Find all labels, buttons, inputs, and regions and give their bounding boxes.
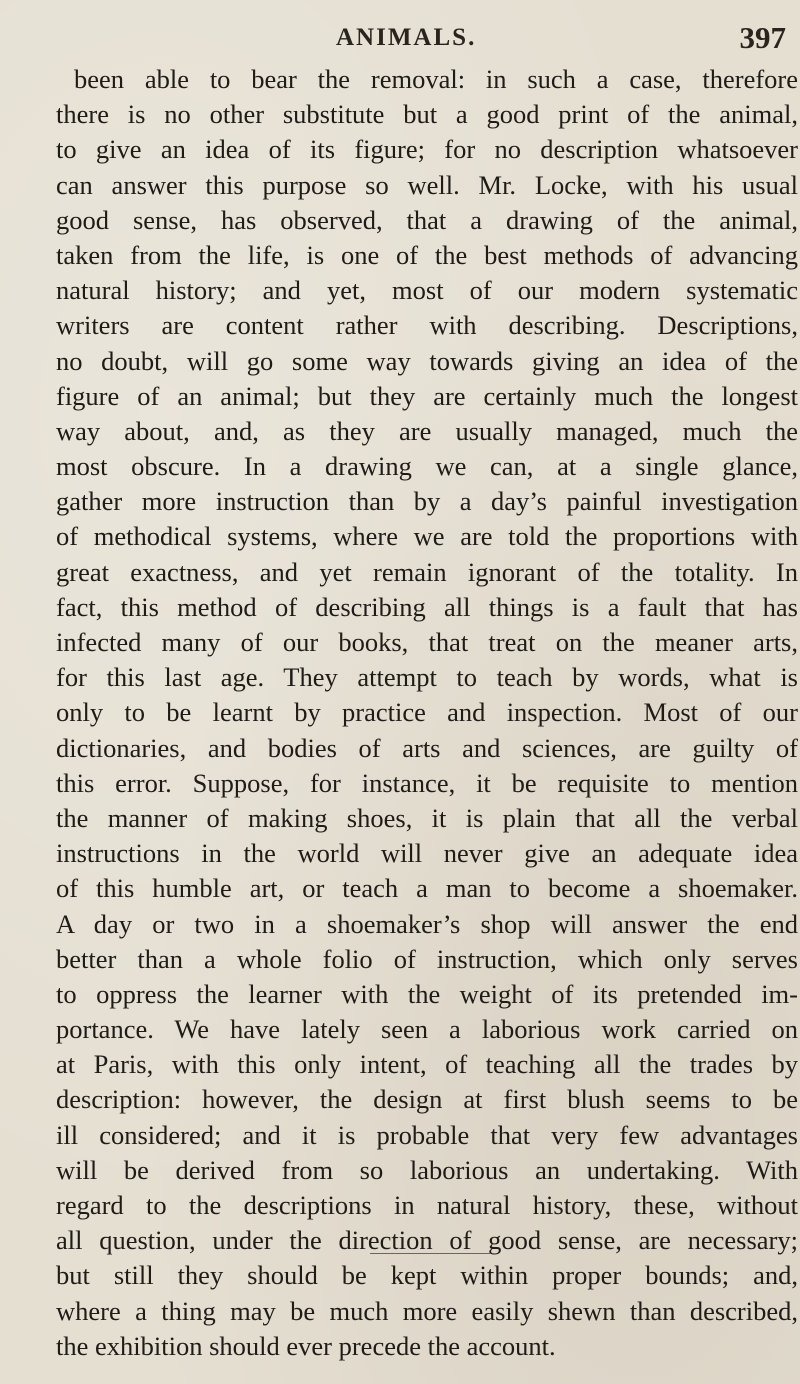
running-head bbox=[0, 20, 800, 54]
text-line: gather more instruction than by a day’s painful investigation bbox=[56, 486, 798, 517]
body-text bbox=[56, 62, 798, 1364]
text-line: ill considered; and it is probable that very few advantages bbox=[56, 1119, 798, 1150]
text-line: can answer this purpose so well. Mr. Locke, with his usual bbox=[56, 169, 798, 200]
text-line: good sense, has observed, that a drawing of the animal, bbox=[56, 204, 798, 235]
text-line: there is no other substitute but a good print of the animal, bbox=[56, 99, 798, 130]
text-line: only to be learnt by practice and inspection. Most of our bbox=[56, 697, 798, 728]
text-line: the manner of making shoes, it is plain that all the verbal bbox=[56, 802, 798, 833]
text-line: the exhibition should ever precede the account. bbox=[56, 1330, 556, 1361]
text-line: natural history; and yet, most of our modern systematic bbox=[56, 275, 798, 306]
text-line: description: however, the design at first blush seems to be bbox=[56, 1084, 798, 1115]
section-divider bbox=[370, 1253, 490, 1254]
text-line: for this last age. They attempt to teach by words, what is bbox=[56, 662, 798, 693]
text-line: figure of an animal; but they are certainly much the longest bbox=[56, 380, 798, 411]
text-line: where a thing may be much more easily shewn than described, bbox=[56, 1295, 798, 1326]
text-line: dictionaries, and bodies of arts and sciences, are guilty of bbox=[56, 732, 798, 763]
text-line: to give an idea of its figure; for no description whatsoever bbox=[56, 134, 798, 165]
text-line: at Paris, with this only intent, of teaching all the trades by bbox=[56, 1049, 798, 1080]
text-line: to oppress the learner with the weight of its pretended im- bbox=[56, 978, 798, 1009]
text-line: will be derived from so laborious an undertaking. With bbox=[56, 1154, 798, 1185]
text-line: fact, this method of describing all things is a fault that has bbox=[56, 591, 798, 622]
text-line: instructions in the world will never give an adequate idea bbox=[56, 838, 798, 869]
text-line: but still they should be kept within proper bounds; and, bbox=[56, 1260, 798, 1291]
text-line: better than a whole folio of instruction, which only serves bbox=[56, 943, 798, 974]
text-line: been able to bear the removal: in such a case, therefore bbox=[74, 64, 798, 94]
text-line: infected many of our books, that treat on the meaner arts, bbox=[56, 627, 798, 657]
text-line: writers are content rather with describing. Descriptions, bbox=[56, 310, 798, 341]
text-line: great exactness, and yet remain ignorant of the totality. In bbox=[56, 556, 798, 587]
text-line: all question, under the direction of good sense, are necessary; bbox=[56, 1225, 798, 1256]
text-line: taken from the life, is one of the best methods of advancing bbox=[56, 239, 798, 270]
page-number: 397 bbox=[739, 20, 786, 55]
text-line: this error. Suppose, for instance, it be requisite to mention bbox=[56, 767, 798, 798]
text-line: of this humble art, or teach a man to become a shoemaker. bbox=[56, 873, 798, 904]
text-line: regard to the descriptions in natural history, these, without bbox=[56, 1190, 798, 1220]
text-line: A day or two in a shoemaker’s shop will answer the end bbox=[56, 908, 798, 939]
running-title: ANIMALS. bbox=[336, 24, 477, 51]
text-line: of methodical systems, where we are told the proportions with bbox=[56, 521, 798, 552]
text-line: no doubt, will go some way towards giving an idea of the bbox=[56, 345, 798, 376]
text-line: way about, and, as they are usually managed, much the bbox=[56, 415, 798, 446]
text-line: most obscure. In a drawing we can, at a single glance, bbox=[56, 451, 798, 482]
text-line: portance. We have lately seen a laborious work carried on bbox=[56, 1014, 798, 1045]
